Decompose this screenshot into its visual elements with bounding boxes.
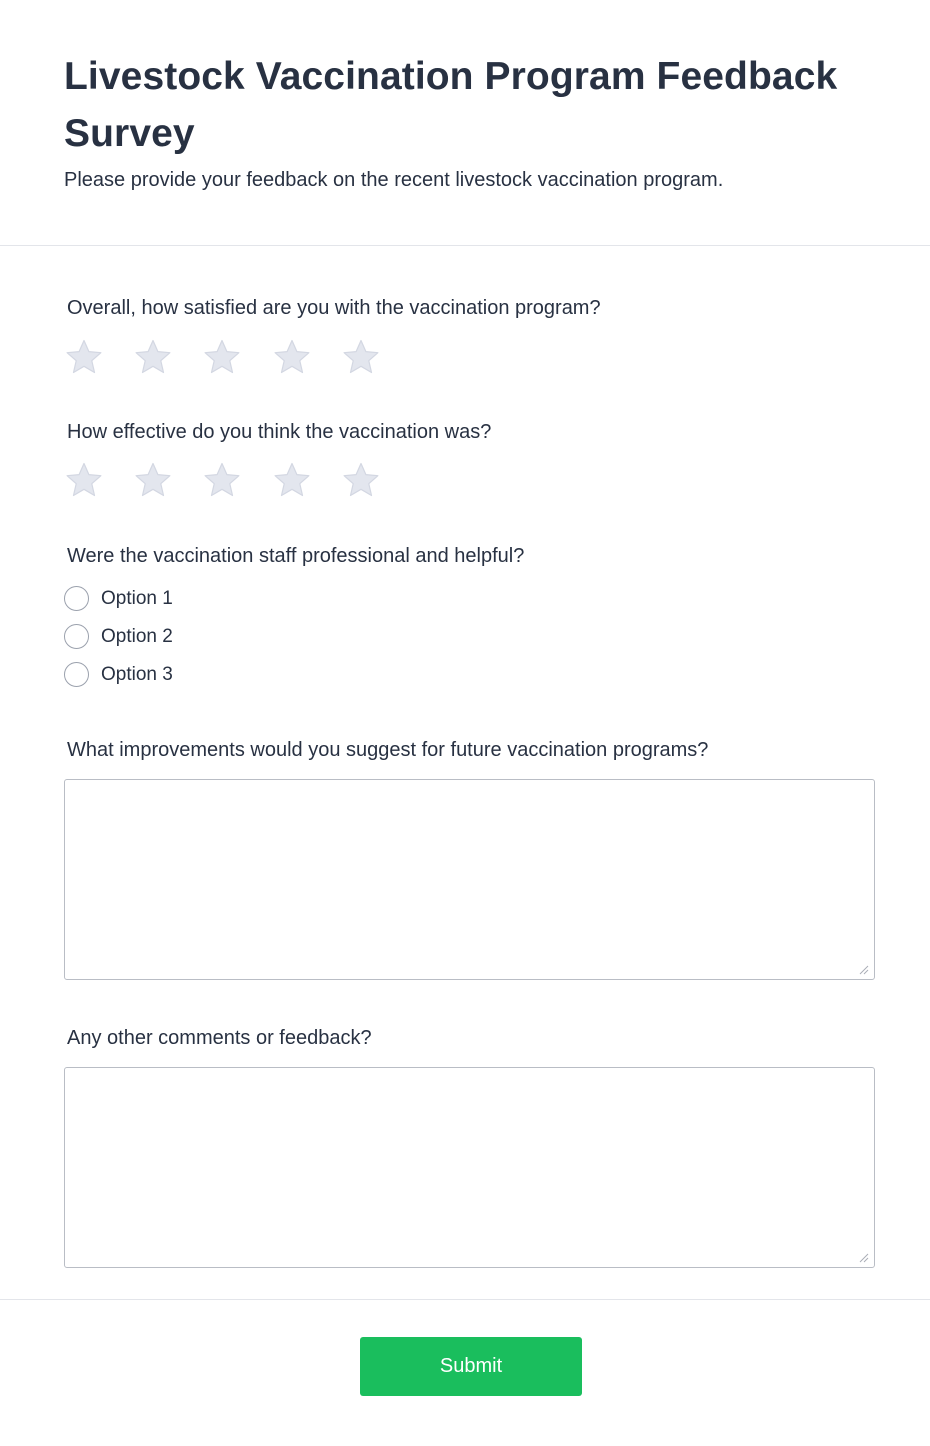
radio-circle-icon[interactable]	[64, 624, 89, 649]
effectiveness-star-5-icon[interactable]	[341, 460, 381, 500]
staff-question-label: Were the vaccination staff professional and helpful?	[67, 545, 525, 567]
effectiveness-star-2-icon[interactable]	[133, 460, 173, 500]
staff-option-3-label: Option 3	[101, 664, 173, 685]
radio-circle-icon[interactable]	[64, 662, 89, 687]
staff-option-3[interactable]	[64, 661, 364, 689]
staff-option-1[interactable]	[64, 585, 364, 613]
effectiveness-star-3-icon[interactable]	[202, 460, 242, 500]
staff-option-2[interactable]	[64, 623, 364, 651]
staff-option-2-label: Option 2	[101, 626, 173, 647]
satisfaction-star-1-icon[interactable]	[64, 337, 104, 377]
footer-divider	[0, 1299, 930, 1300]
satisfaction-star-3-icon[interactable]	[202, 337, 242, 377]
survey-header	[0, 0, 930, 246]
effectiveness-question-label: How effective do you think the vaccination was?	[67, 421, 492, 443]
staff-option-1-label: Option 1	[101, 588, 173, 609]
satisfaction-star-2-icon[interactable]	[133, 337, 173, 377]
comments-textarea[interactable]	[64, 1067, 875, 1268]
improvements-textarea[interactable]	[64, 779, 875, 980]
effectiveness-star-4-icon[interactable]	[272, 460, 312, 500]
resize-grip-icon[interactable]	[859, 965, 869, 975]
resize-grip-icon[interactable]	[859, 1253, 869, 1263]
page-title: Livestock Vaccination Program Feedback Survey	[64, 55, 838, 155]
radio-circle-icon[interactable]	[64, 586, 89, 611]
submit-button[interactable]: Submit	[360, 1337, 582, 1396]
satisfaction-star-4-icon[interactable]	[272, 337, 312, 377]
satisfaction-star-5-icon[interactable]	[341, 337, 381, 377]
satisfaction-rating	[64, 337, 394, 377]
improvements-question-label: What improvements would you suggest for future vaccination programs?	[67, 739, 709, 761]
satisfaction-question-label: Overall, how satisfied are you with the vaccination program?	[67, 297, 601, 319]
comments-question-label: Any other comments or feedback?	[67, 1027, 372, 1049]
effectiveness-rating	[64, 460, 394, 500]
effectiveness-star-1-icon[interactable]	[64, 460, 104, 500]
page-subtitle: Please provide your feedback on the recent livestock vaccination program.	[64, 169, 724, 191]
